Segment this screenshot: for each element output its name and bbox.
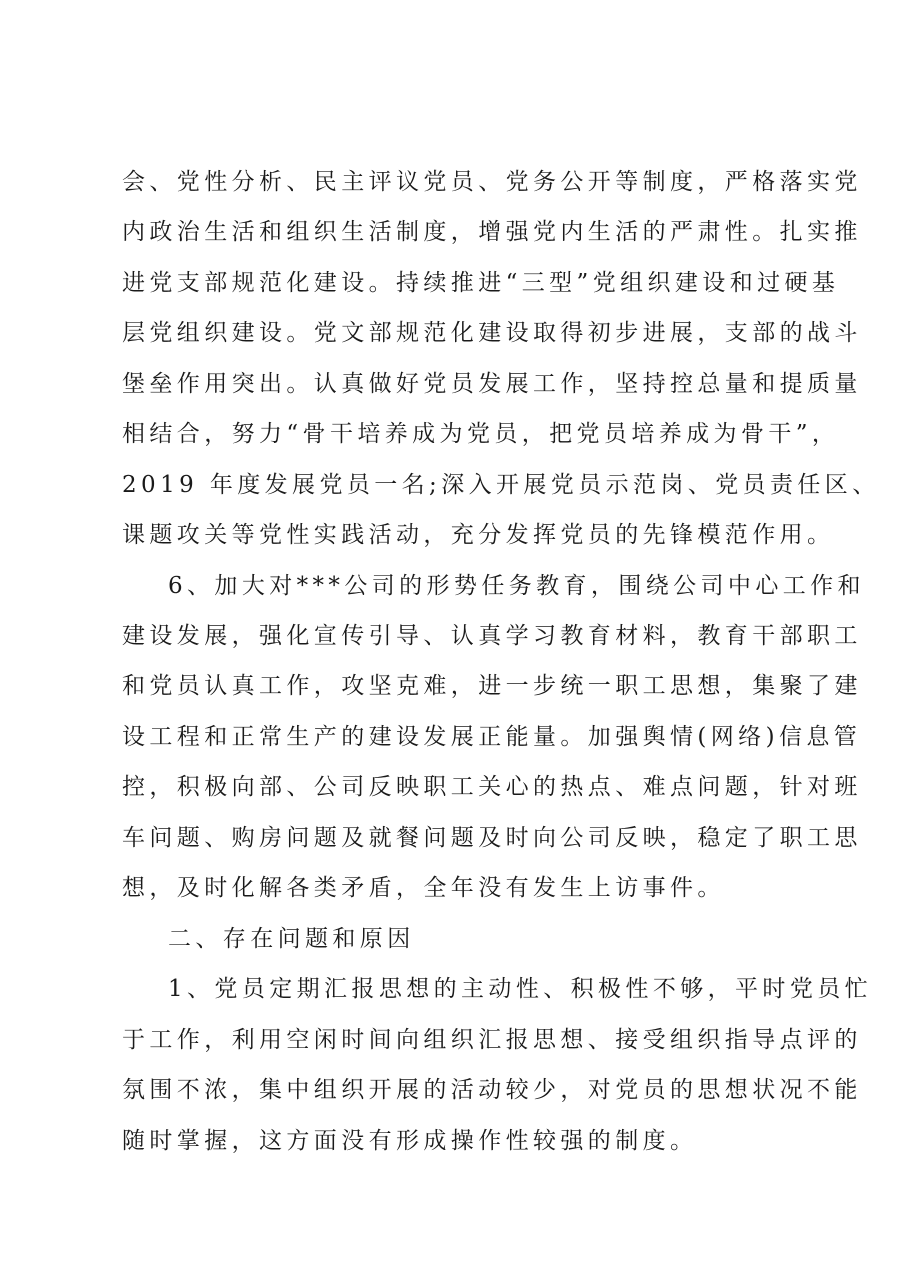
body-line: 层党组织建设。党文部规范化建设取得初步进展，支部的战斗: [122, 320, 862, 346]
body-line: 课题攻关等党性实践活动，充分发挥党员的先锋模范作用。: [122, 522, 835, 548]
body-line: 相结合，努力“骨干培养成为党员，把党员培养成为骨干”，: [122, 421, 840, 447]
body-line: 控，积极向部、公司反映职工关心的热点、难点问题，针对班: [122, 774, 862, 800]
body-line: 内政治生活和组织生活制度，增强党内生活的严肃性。扎实推: [122, 219, 862, 245]
body-line: 车问题、购房问题及就餐问题及时向公司反映，稳定了职工思: [122, 825, 862, 851]
body-line: 堡垒作用突出。认真做好党员发展工作，坚持控总量和提质量: [122, 371, 862, 397]
body-line: 2019 年度发展党员一名;深入开展党员示范岗、党员责任区、: [122, 472, 880, 498]
body-line: 氛围不浓，集中组织开展的活动较少，对党员的思想状况不能: [122, 1077, 862, 1103]
body-line: 想，及时化解各类矛盾，全年没有发生上访事件。: [122, 875, 725, 901]
body-line: 和党员认真工作，攻坚克难，进一步统一职工思想，集聚了建: [122, 673, 862, 699]
body-line: 于工作，利用空闲时间向组织汇报思想、接受组织指导点评的: [122, 1027, 862, 1053]
body-line: 建设发展，强化宣传引导、认真学习教育材料，教育干部职工: [122, 623, 862, 649]
body-line: 会、党性分析、民主评议党员、党务公开等制度，严格落实党: [122, 169, 862, 195]
body-line: 随时掌握，这方面没有形成操作性较强的制度。: [122, 1128, 698, 1154]
body-line: 进党支部规范化建设。持续推进“三型”党组织建设和过硬基: [122, 270, 840, 296]
paragraph-first-line: 1、党员定期汇报思想的主动性、积极性不够，平时党员忙: [168, 976, 873, 1002]
section-heading: 二、存在问题和原因: [168, 926, 415, 952]
body-line: 设工程和正常生产的建设发展正能量。加强舆情(网络)信息管: [122, 724, 862, 750]
paragraph-first-line: 6、加大对***公司的形势任务教育，围绕公司中心工作和: [168, 573, 865, 599]
